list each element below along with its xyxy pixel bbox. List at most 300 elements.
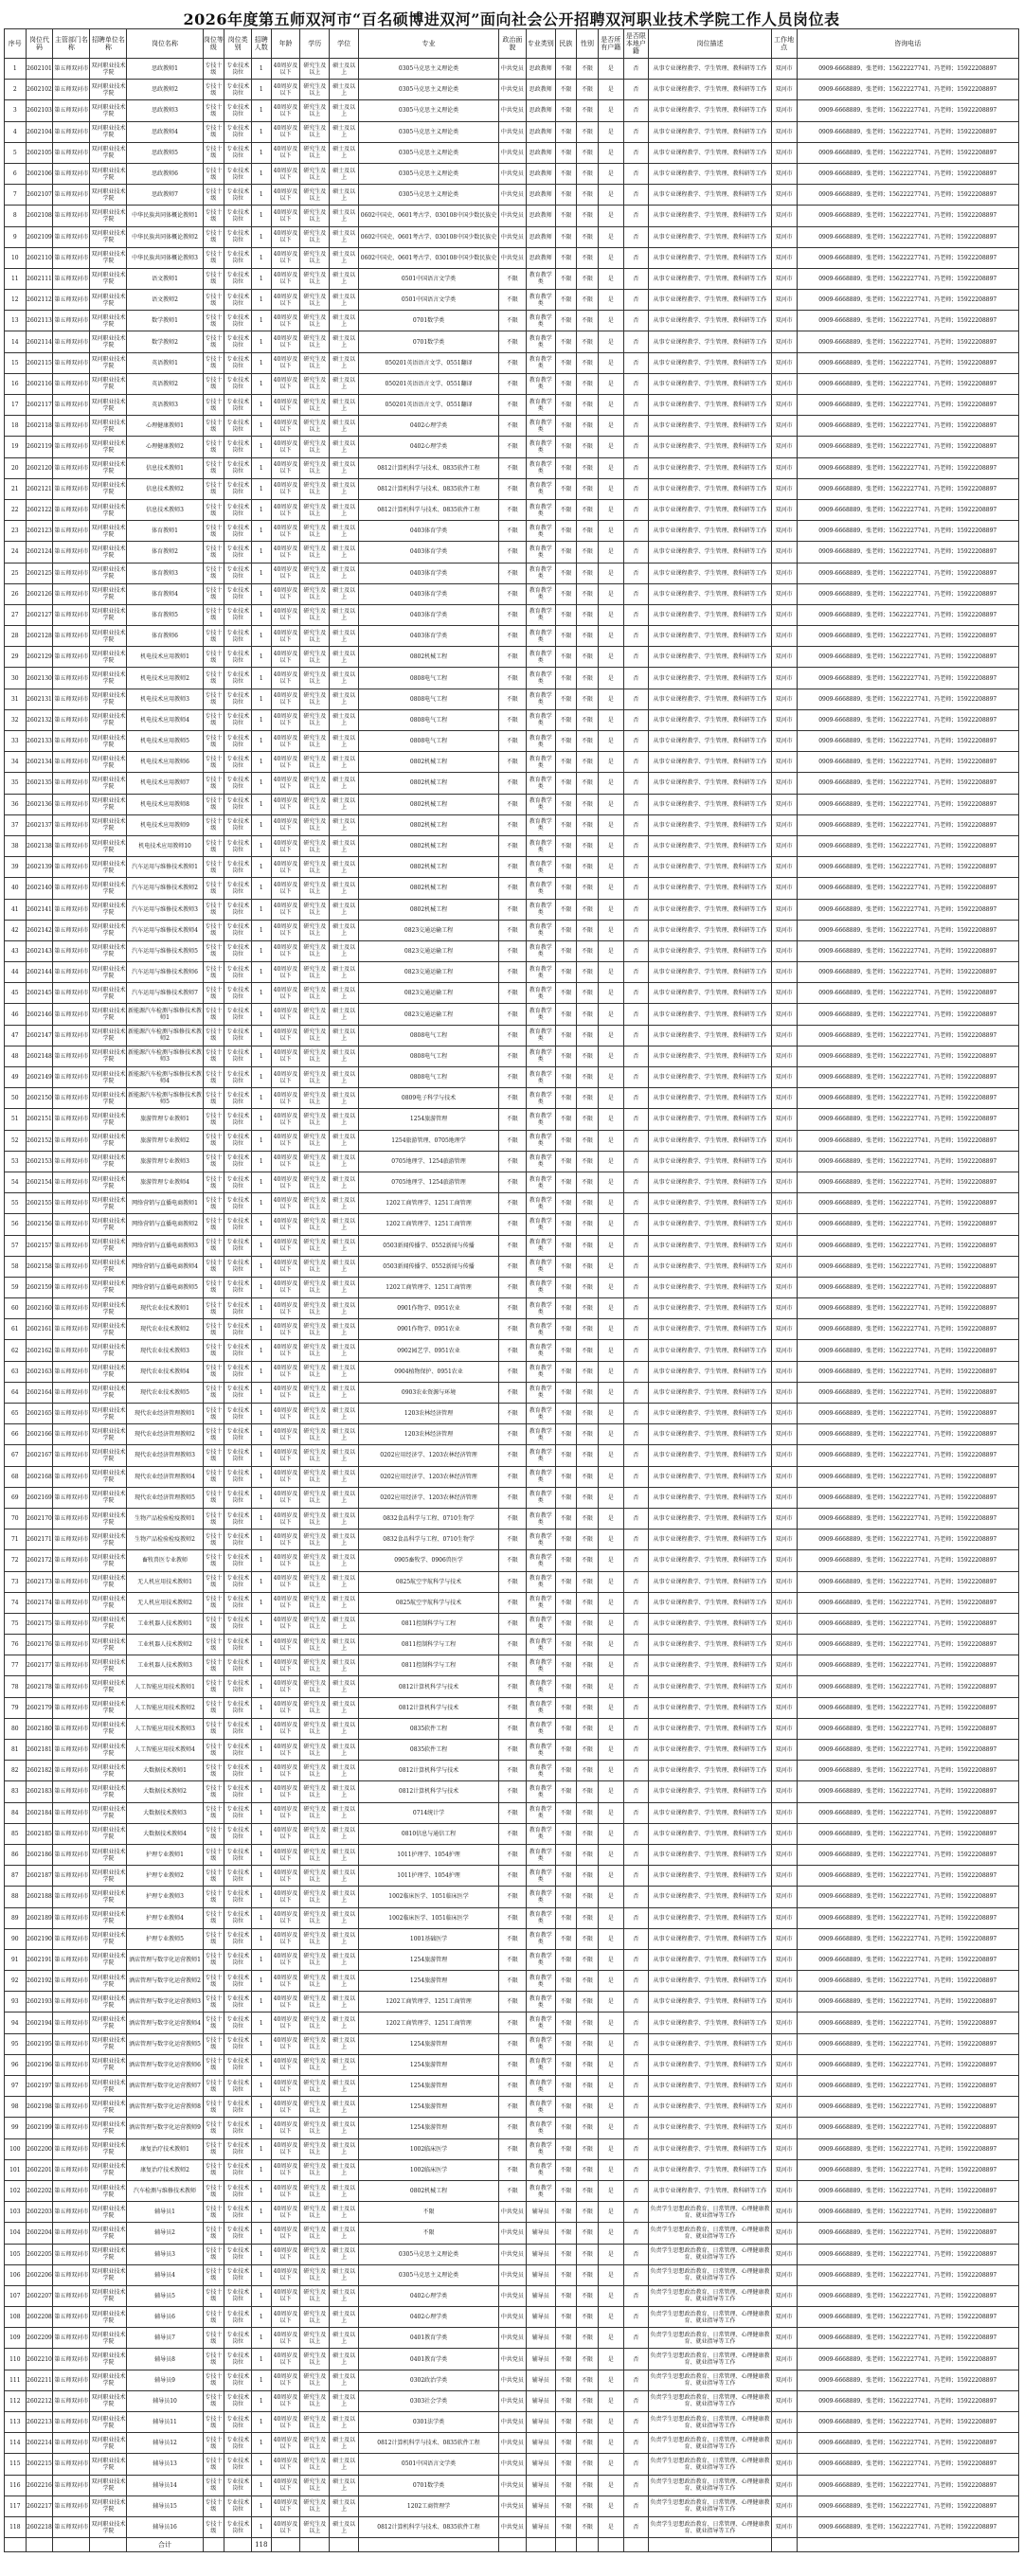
cell-education: 研究生及以上 <box>300 1550 330 1571</box>
cell-major-type: 教育教学类 <box>526 395 555 416</box>
cell-seq: 6 <box>5 163 27 184</box>
cell-education: 研究生及以上 <box>300 1887 330 1907</box>
cell-household: 是 <box>598 2285 623 2306</box>
cell-ethnicity: 不限 <box>555 1340 577 1361</box>
cell-major-type: 教育教学类 <box>526 647 555 668</box>
cell-age: 40周岁及以下 <box>271 1697 300 1718</box>
cell-desc: 负责学生思想政治教育、日常管理、心理健康教育、就业指导等工作 <box>649 2307 772 2328</box>
cell-major: 0823交通运输工程 <box>359 962 499 983</box>
cell-category: 专业技术岗位 <box>224 206 252 226</box>
cell-contact: 0909-6668889、张老师；15622227741、冯老师；15922208897 <box>797 1172 1019 1192</box>
cell-count: 1 <box>252 1550 272 1571</box>
cell-ethnicity: 不限 <box>555 773 577 794</box>
cell-politics: 不限 <box>499 416 527 437</box>
cell-unit: 双河职业技术学院 <box>90 899 127 920</box>
cell-code: 2602160 <box>26 1298 53 1319</box>
cell-level: 专技十级 <box>203 80 224 100</box>
table-row <box>5 311 1019 331</box>
cell-politics: 中共党员 <box>499 2328 527 2349</box>
cell-unit: 双河职业技术学院 <box>90 1277 127 1297</box>
cell-seq: 70 <box>5 1508 27 1529</box>
cell-degree: 硕士及以上 <box>330 268 359 289</box>
cell-degree: 硕士及以上 <box>330 1109 359 1130</box>
cell-major: 0401教育学类 <box>359 2349 499 2370</box>
cell-gender: 不限 <box>577 1740 599 1761</box>
cell-dept: 第五师双河市 <box>53 1550 90 1571</box>
cell-ethnicity: 不限 <box>555 899 577 920</box>
cell-category: 专业技术岗位 <box>224 1613 252 1634</box>
cell-count: 1 <box>252 2097 272 2118</box>
cell-ethnicity: 不限 <box>555 2307 577 2328</box>
cell-code: 2602134 <box>26 752 53 773</box>
cell-category: 专业技术岗位 <box>224 1382 252 1403</box>
cell-local: 否 <box>623 1088 649 1109</box>
cell-level: 专技十级 <box>203 1613 224 1634</box>
cell-household: 是 <box>598 2202 623 2223</box>
cell-major-type: 教育教学类 <box>526 1928 555 1949</box>
table-row <box>5 1340 1019 1361</box>
cell-household: 是 <box>598 478 623 499</box>
table-row <box>5 2223 1019 2244</box>
cell-contact: 0909-6668889、张老师；15622227741、冯老师；15922208897 <box>797 1466 1019 1487</box>
cell-age: 40周岁及以下 <box>271 731 300 752</box>
cell-desc: 从事专业课程教学、学生管理、教科研等工作 <box>649 2097 772 2118</box>
cell-household: 是 <box>598 2097 623 2118</box>
table-row <box>5 2202 1019 2223</box>
cell-dept: 第五师双河市 <box>53 1592 90 1613</box>
cell-category: 专业技术岗位 <box>224 373 252 394</box>
cell-major: 0303社会学类 <box>359 2390 499 2411</box>
cell-ethnicity: 不限 <box>555 352 577 373</box>
cell-level: 专技十级 <box>203 857 224 878</box>
cell-desc: 从事专业课程教学、学生管理、教科研等工作 <box>649 2180 772 2201</box>
cell-degree: 硕士及以上 <box>330 1508 359 1529</box>
cell-gender: 不限 <box>577 1088 599 1109</box>
cell-degree: 硕士及以上 <box>330 2349 359 2370</box>
cell-location: 双河市 <box>771 2390 797 2411</box>
cell-age: 40周岁及以下 <box>271 2516 300 2537</box>
cell-unit: 双河职业技术学院 <box>90 709 127 730</box>
cell-major-type: 教育教学类 <box>526 499 555 520</box>
table-row <box>5 1235 1019 1256</box>
cell-desc: 从事专业课程教学、学生管理、教科研等工作 <box>649 2033 772 2054</box>
cell-code: 2602132 <box>26 709 53 730</box>
cell-politics: 不限 <box>499 373 527 394</box>
cell-ethnicity: 不限 <box>555 2285 577 2306</box>
cell-level: 专技十级 <box>203 1971 224 1992</box>
cell-household: 是 <box>598 2328 623 2349</box>
cell-desc: 从事专业课程教学、学生管理、教科研等工作 <box>649 2012 772 2033</box>
table-row <box>5 1740 1019 1761</box>
cell-gender: 不限 <box>577 1109 599 1130</box>
cell-major-type: 教育教学类 <box>526 1676 555 1697</box>
table-row <box>5 1109 1019 1130</box>
table-row <box>5 2159 1019 2180</box>
cell-gender: 不限 <box>577 437 599 457</box>
cell-post: 机电技术应用教师3 <box>127 689 203 709</box>
cell-degree: 硕士及以上 <box>330 80 359 100</box>
cell-politics: 不限 <box>499 2118 527 2138</box>
cell-count: 1 <box>252 226 272 247</box>
cell-major-type: 教育教学类 <box>526 478 555 499</box>
cell-politics: 中共党员 <box>499 2370 527 2390</box>
cell-major-type: 思政教师 <box>526 226 555 247</box>
cell-ethnicity: 不限 <box>555 100 577 121</box>
cell-desc: 从事专业课程教学、学生管理、教科研等工作 <box>649 1571 772 1592</box>
table-body <box>5 59 1019 2552</box>
cell-post: 辅导员14 <box>127 2475 203 2496</box>
cell-level: 专技十级 <box>203 1025 224 1046</box>
cell-dept: 第五师双河市 <box>53 395 90 416</box>
cell-local: 否 <box>623 457 649 478</box>
table-row <box>5 437 1019 457</box>
cell-major-type: 思政教师 <box>526 163 555 184</box>
cell-category: 专业技术岗位 <box>224 1172 252 1192</box>
cell-degree: 硕士及以上 <box>330 1761 359 1781</box>
cell-politics: 中共党员 <box>499 142 527 163</box>
cell-local: 否 <box>623 2012 649 2033</box>
cell-age: 40周岁及以下 <box>271 626 300 647</box>
cell-dept: 第五师双河市 <box>53 2454 90 2475</box>
table-row <box>5 2033 1019 2054</box>
cell-degree: 硕士及以上 <box>330 1866 359 1887</box>
table-row <box>5 457 1019 478</box>
cell-education: 研究生及以上 <box>300 457 330 478</box>
cell-code: 2602141 <box>26 899 53 920</box>
cell-ethnicity: 不限 <box>555 983 577 1004</box>
cell-household: 是 <box>598 2076 623 2097</box>
cell-category: 专业技术岗位 <box>224 1151 252 1172</box>
cell-unit: 双河职业技术学院 <box>90 1697 127 1718</box>
cell-post: 辅导员4 <box>127 2264 203 2285</box>
cell-dept: 第五师双河市 <box>53 899 90 920</box>
cell-category: 专业技术岗位 <box>224 940 252 961</box>
cell-category: 专业技术岗位 <box>224 1445 252 1466</box>
cell-post: 数学教师1 <box>127 311 203 331</box>
cell-major-type: 教育教学类 <box>526 1067 555 1088</box>
cell-major: 1203农林经济管理 <box>359 1404 499 1424</box>
cell-desc: 从事专业课程教学、学生管理、教科研等工作 <box>649 1004 772 1025</box>
cell-politics: 不限 <box>499 2012 527 2033</box>
cell-major-type: 教育教学类 <box>526 1319 555 1340</box>
cell-household: 是 <box>598 2370 623 2390</box>
cell-code: 2602217 <box>26 2496 53 2516</box>
table-row <box>5 1130 1019 1151</box>
cell-count: 1 <box>252 1992 272 2012</box>
cell-unit: 双河职业技术学院 <box>90 1635 127 1655</box>
cell-level: 专技十级 <box>203 247 224 268</box>
cell-contact: 0909-6668889、张老师；15622227741、冯老师；15922208897 <box>797 2202 1019 2223</box>
table-row <box>5 2097 1019 2118</box>
cell-local: 否 <box>623 2307 649 2328</box>
cell-location: 双河市 <box>771 206 797 226</box>
cell-count: 1 <box>252 121 272 142</box>
cell-household: 是 <box>598 373 623 394</box>
cell-category: 专业技术岗位 <box>224 2433 252 2454</box>
cell-local: 否 <box>623 1004 649 1025</box>
cell-household: 是 <box>598 290 623 311</box>
cell-ethnicity: 不限 <box>555 499 577 520</box>
cell-seq: 112 <box>5 2390 27 2411</box>
cell-local: 否 <box>623 121 649 142</box>
cell-category: 专业技术岗位 <box>224 2118 252 2138</box>
cell-ethnicity: 不限 <box>555 1530 577 1550</box>
cell-seq: 55 <box>5 1193 27 1214</box>
cell-gender: 不限 <box>577 2454 599 2475</box>
cell-local: 否 <box>623 2433 649 2454</box>
cell-age: 40周岁及以下 <box>271 2076 300 2097</box>
cell-contact: 0909-6668889、张老师；15622227741、冯老师；15922208897 <box>797 920 1019 940</box>
cell-category: 专业技术岗位 <box>224 457 252 478</box>
cell-politics: 不限 <box>499 1740 527 1761</box>
cell-unit: 双河职业技术学院 <box>90 2076 127 2097</box>
cell-politics: 不限 <box>499 899 527 920</box>
cell-education: 研究生及以上 <box>300 2390 330 2411</box>
cell-age: 40周岁及以下 <box>271 1907 300 1928</box>
cell-degree: 硕士及以上 <box>330 416 359 437</box>
cell-level: 专技十级 <box>203 709 224 730</box>
cell-local: 否 <box>623 521 649 542</box>
cell-politics: 不限 <box>499 814 527 835</box>
cell-location: 双河市 <box>771 1361 797 1382</box>
cell-code: 2602126 <box>26 583 53 604</box>
cell-age: 40周岁及以下 <box>271 290 300 311</box>
column-header: 政治面貌 <box>499 29 527 59</box>
cell-major-type: 教育教学类 <box>526 940 555 961</box>
cell-major-type: 教育教学类 <box>526 1025 555 1046</box>
cell-unit: 双河职业技术学院 <box>90 2390 127 2411</box>
cell-level: 专技十级 <box>203 1340 224 1361</box>
cell-level: 专技十级 <box>203 478 224 499</box>
cell-contact: 0909-6668889、张老师；15622227741、冯老师；15922208897 <box>797 689 1019 709</box>
cell-age: 40周岁及以下 <box>271 142 300 163</box>
cell-local: 否 <box>623 373 649 394</box>
cell-politics: 不限 <box>499 962 527 983</box>
cell-unit: 双河职业技术学院 <box>90 226 127 247</box>
cell-major: 0902园艺学、0951农业 <box>359 1340 499 1361</box>
table-row <box>5 2412 1019 2433</box>
cell-location: 双河市 <box>771 1718 797 1739</box>
cell-level: 专技十级 <box>203 185 224 206</box>
cell-level: 专技十级 <box>203 2159 224 2180</box>
cell-ethnicity: 不限 <box>555 1844 577 1865</box>
cell-politics: 不限 <box>499 835 527 856</box>
table-row <box>5 835 1019 856</box>
cell-degree: 硕士及以上 <box>330 1718 359 1739</box>
cell-unit: 双河职业技术学院 <box>90 1298 127 1319</box>
cell-post: 辅导员12 <box>127 2433 203 2454</box>
cell-location: 双河市 <box>771 100 797 121</box>
cell-seq: 113 <box>5 2412 27 2433</box>
cell-category: 专业技术岗位 <box>224 1508 252 1529</box>
cell-major-type: 教育教学类 <box>526 1550 555 1571</box>
cell-degree: 硕士及以上 <box>330 1445 359 1466</box>
cell-count: 1 <box>252 1823 272 1844</box>
cell-category: 专业技术岗位 <box>224 1256 252 1277</box>
cell-post: 护理专业教师2 <box>127 1866 203 1887</box>
cell-degree: 硕士及以上 <box>330 2285 359 2306</box>
cell-local: 否 <box>623 331 649 352</box>
cell-local: 否 <box>623 2076 649 2097</box>
cell-major-type: 辅导员 <box>526 2475 555 2496</box>
cell-major: 0501中国语言文学类 <box>359 290 499 311</box>
cell-category: 专业技术岗位 <box>224 2223 252 2244</box>
table-row <box>5 226 1019 247</box>
cell-post: 现代农业经济管理教师5 <box>127 1487 203 1508</box>
cell-politics: 不限 <box>499 1530 527 1550</box>
cell-count: 1 <box>252 206 272 226</box>
table-row <box>5 1214 1019 1235</box>
cell-code: 2602157 <box>26 1235 53 1256</box>
cell-contact: 0909-6668889、张老师；15622227741、冯老师；15922208897 <box>797 709 1019 730</box>
cell-dept: 第五师双河市 <box>53 290 90 311</box>
cell-post: 机电技术应用教师4 <box>127 709 203 730</box>
cell-dept: 第五师双河市 <box>53 331 90 352</box>
cell-degree: 硕士及以上 <box>330 163 359 184</box>
cell-post: 现代农业技术教师3 <box>127 1340 203 1361</box>
cell-contact: 0909-6668889、张老师；15622227741、冯老师；15922208897 <box>797 626 1019 647</box>
cell-major: 0802机械工程 <box>359 899 499 920</box>
cell-dept: 第五师双河市 <box>53 814 90 835</box>
cell-ethnicity: 不限 <box>555 1172 577 1192</box>
cell-seq: 83 <box>5 1781 27 1802</box>
cell-location: 双河市 <box>771 1992 797 2012</box>
cell-household: 是 <box>598 1130 623 1151</box>
cell-dept: 第五师双河市 <box>53 773 90 794</box>
cell-gender: 不限 <box>577 1067 599 1088</box>
cell-count: 1 <box>252 1802 272 1823</box>
cell-degree: 硕士及以上 <box>330 2496 359 2516</box>
cell-degree: 硕士及以上 <box>330 731 359 752</box>
cell-degree: 硕士及以上 <box>330 226 359 247</box>
cell-education: 研究生及以上 <box>300 2223 330 2244</box>
cell-contact: 0909-6668889、张老师；15622227741、冯老师；15922208897 <box>797 1928 1019 1949</box>
cell-household: 是 <box>598 857 623 878</box>
cell-category: 专业技术岗位 <box>224 1130 252 1151</box>
cell-major: 0402心理学类 <box>359 2307 499 2328</box>
cell-major-type: 辅导员 <box>526 2370 555 2390</box>
cell-count: 1 <box>252 290 272 311</box>
cell-education: 研究生及以上 <box>300 1130 330 1151</box>
cell-seq: 27 <box>5 604 27 625</box>
cell-desc: 从事专业课程教学、学生管理、教科研等工作 <box>649 2054 772 2075</box>
cell-education: 研究生及以上 <box>300 1025 330 1046</box>
cell-household: 是 <box>598 1781 623 1802</box>
cell-unit: 双河职业技术学院 <box>90 1235 127 1256</box>
cell-major-type: 辅导员 <box>526 2328 555 2349</box>
cell-contact: 0909-6668889、张老师；15622227741、冯老师；15922208897 <box>797 1550 1019 1571</box>
cell-degree: 硕士及以上 <box>330 1088 359 1109</box>
cell-contact: 0909-6668889、张老师；15622227741、冯老师；15922208897 <box>797 1088 1019 1109</box>
cell-desc: 从事专业课程教学、学生管理、教科研等工作 <box>649 331 772 352</box>
cell-politics: 中共党员 <box>499 2475 527 2496</box>
table-row <box>5 1781 1019 1802</box>
cell-ethnicity: 不限 <box>555 478 577 499</box>
cell-ethnicity: 不限 <box>555 2097 577 2118</box>
cell-gender: 不限 <box>577 2159 599 2180</box>
cell-desc: 从事专业课程教学、学生管理、教科研等工作 <box>649 1193 772 1214</box>
cell-education: 研究生及以上 <box>300 1802 330 1823</box>
cell-politics: 不限 <box>499 1928 527 1949</box>
cell-contact: 0909-6668889、张老师；15622227741、冯老师；15922208897 <box>797 2433 1019 2454</box>
cell-desc: 从事专业课程教学、学生管理、教科研等工作 <box>649 1046 772 1066</box>
cell-household: 是 <box>598 1761 623 1781</box>
cell-local: 否 <box>623 2138 649 2159</box>
cell-gender: 不限 <box>577 752 599 773</box>
cell-count: 1 <box>252 983 272 1004</box>
cell-politics: 不限 <box>499 1151 527 1172</box>
cell-gender: 不限 <box>577 1655 599 1676</box>
cell-gender: 不限 <box>577 1592 599 1613</box>
cell-major: 0602中国史、0601考古学、030108中国少数民族史 <box>359 226 499 247</box>
cell-local: 否 <box>623 542 649 563</box>
cell-degree: 硕士及以上 <box>330 983 359 1004</box>
cell-desc: 从事专业课程教学、学生管理、教科研等工作 <box>649 290 772 311</box>
cell-contact: 0909-6668889、张老师；15622227741、冯老师；15922208897 <box>797 814 1019 835</box>
cell-major: 0825航空宇航科学与技术 <box>359 1592 499 1613</box>
cell-desc: 从事专业课程教学、学生管理、教科研等工作 <box>649 1067 772 1088</box>
cell-category: 专业技术岗位 <box>224 521 252 542</box>
table-row <box>5 2264 1019 2285</box>
cell-ethnicity: 不限 <box>555 1193 577 1214</box>
cell-post: 思政教师5 <box>127 142 203 163</box>
cell-seq: 20 <box>5 457 27 478</box>
cell-level: 专技十级 <box>203 920 224 940</box>
cell-age: 40周岁及以下 <box>271 206 300 226</box>
cell-politics: 不限 <box>499 1298 527 1319</box>
cell-contact: 0909-6668889、张老师；15622227741、冯老师；15922208897 <box>797 1949 1019 1970</box>
cell-ethnicity: 不限 <box>555 1592 577 1613</box>
cell-ethnicity: 不限 <box>555 668 577 689</box>
cell-politics: 不限 <box>499 583 527 604</box>
cell-age: 40周岁及以下 <box>271 1193 300 1214</box>
cell-politics: 不限 <box>499 1404 527 1424</box>
cell-education: 研究生及以上 <box>300 1361 330 1382</box>
cell-unit: 双河职业技术学院 <box>90 1907 127 1928</box>
cell-age: 40周岁及以下 <box>271 1319 300 1340</box>
cell-seq: 29 <box>5 647 27 668</box>
cell-major: 0802机械工程 <box>359 794 499 814</box>
cell-ethnicity: 不限 <box>555 1151 577 1172</box>
cell-dept: 第五师双河市 <box>53 185 90 206</box>
cell-contact: 0909-6668889、张老师；15622227741、冯老师；15922208897 <box>797 773 1019 794</box>
cell-age: 40周岁及以下 <box>271 1530 300 1550</box>
cell-dept: 第五师双河市 <box>53 437 90 457</box>
cell-education: 研究生及以上 <box>300 226 330 247</box>
cell-age: 40周岁及以下 <box>271 962 300 983</box>
cell-location: 双河市 <box>771 604 797 625</box>
cell-degree: 硕士及以上 <box>330 59 359 80</box>
cell-age: 40周岁及以下 <box>271 814 300 835</box>
table-row <box>5 1004 1019 1025</box>
cell-seq: 65 <box>5 1404 27 1424</box>
cell-seq: 42 <box>5 920 27 940</box>
cell-age: 40周岁及以下 <box>271 1740 300 1761</box>
cell-major: 0811控制科学与工程 <box>359 1655 499 1676</box>
cell-count: 1 <box>252 1277 272 1297</box>
cell-gender: 不限 <box>577 1761 599 1781</box>
cell-code: 2602148 <box>26 1046 53 1066</box>
cell-local: 否 <box>623 1256 649 1277</box>
cell-category: 专业技术岗位 <box>224 2328 252 2349</box>
cell-level: 专技十级 <box>203 773 224 794</box>
cell-ethnicity: 不限 <box>555 416 577 437</box>
cell-count: 1 <box>252 1487 272 1508</box>
cell-major: 1002临床医学 <box>359 2138 499 2159</box>
cell-gender: 不限 <box>577 59 599 80</box>
cell-local: 否 <box>623 1487 649 1508</box>
cell-count: 1 <box>252 1109 272 1130</box>
